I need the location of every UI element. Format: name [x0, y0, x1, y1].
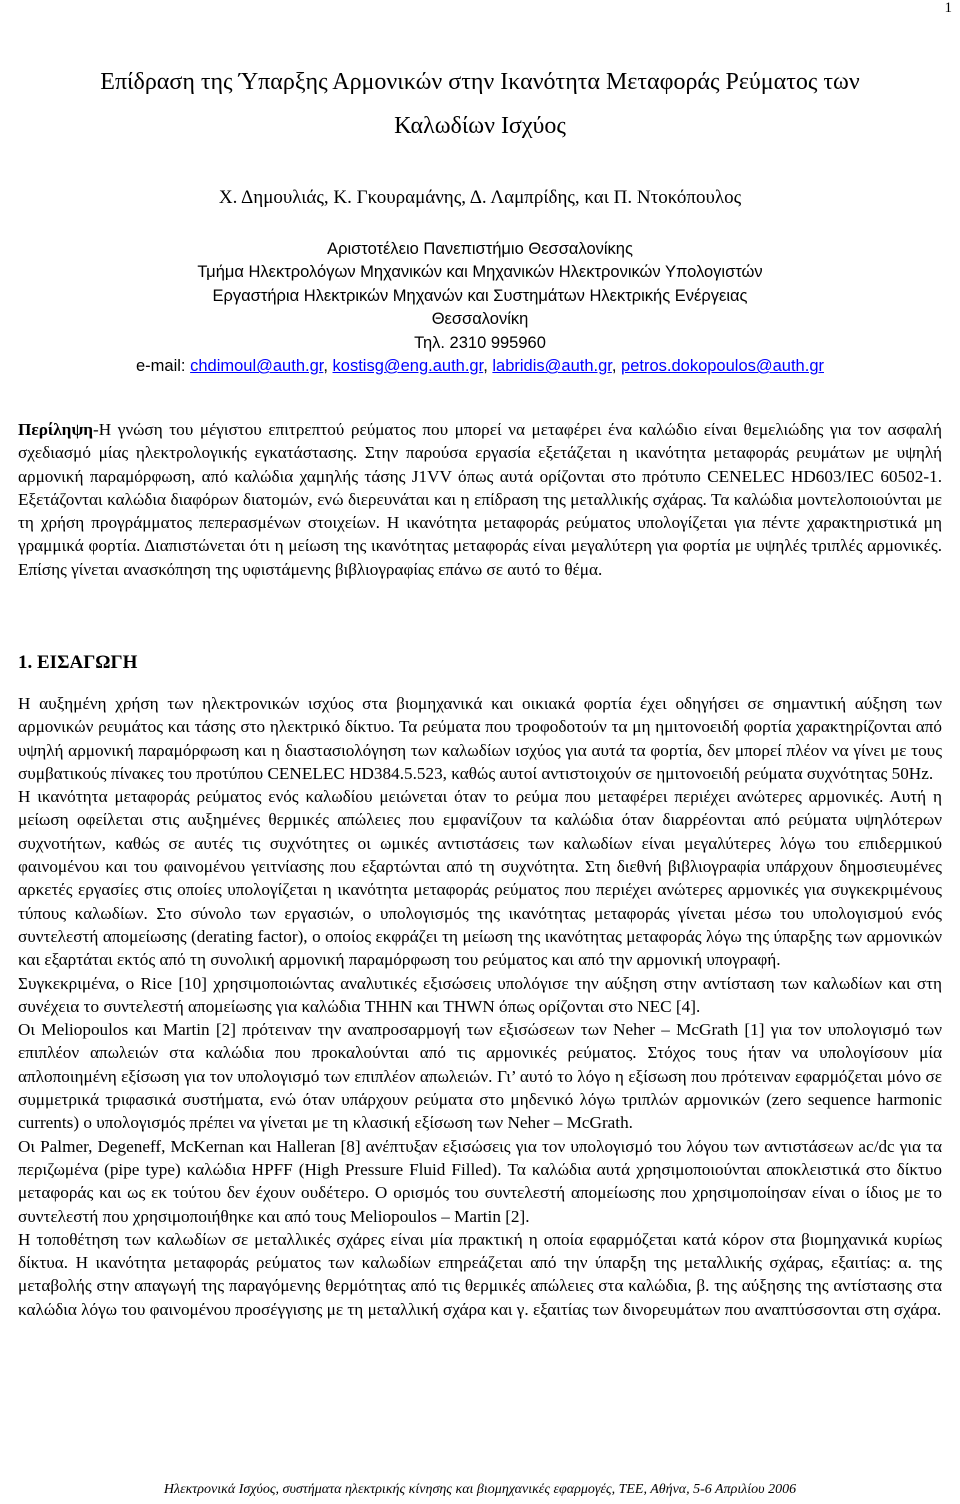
abstract — [18, 418, 942, 581]
paragraph: Η ικανότητα μεταφοράς ρεύματος ενός καλωδίου μειώνεται όταν το ρεύμα που μεταφέρει περιέχει ανώτερες αρμονικές. Αυτή η μείωση οφείλεται στις αυξημένες θερμικές απώλειες που εμφανίζουν τα καλώδια όταν διαρρέονται από ρεύματα υψηλότερων συχνοτήτων, καθώς σε αυτές τις συχνότητες οι ωμικές αντιστάσεις των καλωδίων είναι μεγαλύτερες λόγω του επιδερμικού φαινομένου και του φαινομένου γειτνίασης που εξαρτώνται από τη συχνότητα. Στη διεθνή βιβλιογραφία υπάρχουν δημοσιευμένες αρκετές εργασίες στις οποίες υπολογίζεται η ικανότητα μεταφοράς ρεύματος που περιέχει ανώτερες αρμονικές για συγκεκριμένους τύπους καλωδίων. Στο σύνολο των εργασιών, ο υπολογισμός της ικανότητας μεταφοράς γίνεται μέσω του υπολογισμού ενός συντελεστή απομείωσης (derating factor), ο οποίος εκφράζει τη μείωση της ικανότητας μεταφοράς λόγω της ύπαρξης των αρμονικών και εξαρτάται εκτός από τη συνολική αρμονική παραμόρφωση του ρεύματος και από την αρμονική υπογραφή. — [18, 787, 942, 970]
introduction-body — [18, 692, 942, 1321]
paragraph: Συγκεκριμένα, ο Rice [10] χρησιμοποιώντας αναλυτικές εξισώσεις υπολόγισε την αύξηση στην αντίσταση των καλωδίων και στη συνέχεια το συντελεστή απομείωσης για καλώδια THHN και THWN όπως ορίζονται στο NEC [4]. — [18, 973, 942, 1016]
paragraph: Η τοποθέτηση των καλωδίων σε μεταλλικές σχάρες είναι μία πρακτική η οποία εφαρμόζεται κατά κόρον στα βιομηχανικά κυρίως δίκτυα. Η ικανότητα μεταφοράς ρεύματος των καλωδίων επηρεάζεται από την ύπαρξη της μεταλλικής σχάρας, εξαιτίας: α. της μεταβολής στην απαγωγή της παραγόμενης θερμότητας από τις θερμικές απώλειες στα καλώδια, β. της αύξησης της αντίστασης στα καλώδια λόγω του φαινομένου προσέγγισης με τη μεταλλική σχάρα και γ. εξαιτίας των δινορευμάτων που αναπτύσσονται στη σχάρα. — [18, 1229, 942, 1319]
email-link-dokopoulos[interactable]: petros.dokopoulos@auth.gr — [621, 357, 824, 376]
paragraph: Οι Meliopoulos και Martin [2] πρότειναν την αναπροσαρμογή των εξισώσεων των Neher – McGrath [1] για τον υπολογισμό των επιπλέον απωλειών στα καλώδια που προκαλούνται από τις αρμονικές ρεύματος. Στόχος τους ήταν να υπολογίσουν μία απλοποιημένη εξίσωση για τον υπολογισμό των επιπλέον απωλειών. Γι’ αυτό το λόγο η εξίσωση που πρότειναν εφαρμόζεται μόνο σε συμμετρικά τριφασικά συστήματα, ενώ όταν υπάρχουν ρεύματα στο μηδενικό λόγω τριπλών αρμονικών (zero sequence harmonic currents) ο υπολογισμός πρέπει να γίνεται με τη κλασική εξίσωση των Neher – McGrath. — [18, 1020, 942, 1133]
title-line-1: Επίδραση της Ύπαρξης Αρμονικών στην Ικανότητα Μεταφοράς Ρεύματος των — [100, 69, 860, 95]
section-heading-introduction: 1. ΕΙΣΑΓΩΓΗ — [18, 652, 138, 673]
department-name: Τμήμα Ηλεκτρολόγων Μηχανικών και Μηχανικών Ηλεκτρονικών Υπολογιστών — [197, 263, 763, 282]
abstract-text: -Η γνώση του μέγιστου επιτρεπτού ρεύματος που μπορεί να μεταφέρει ένα καλώδιο είναι θεμελιώδης για τον ασφαλή σχεδιασμό μίας ηλεκτρολογικής εγκατάστασης. Στην παρούσα εργασία εξετάζεται η ικανότητα μεταφοράς ρευμάτων με υψηλή αρμονική παραμόρφωση, από καλώδια χαμηλής τάσης J1VV όπως αυτά ορίζονται στο πρότυπο CENELEC HD603/IEC 60502-1. Εξετάζονται καλώδια διαφόρων διατομών, ενώ διερευνάται και η επίδραση της μεταλλικής σχάρας. Τα καλώδια μοντελοποιούνται με τη χρήση προγράμματος πεπερασμένων στοιχείων. Η ικανότητα μεταφοράς ρεύματος υπολογίζεται για πέντε χαρακτηριστικά μη γραμμικά φορτία. Διαπιστώνεται ότι η μείωση της ικανότητας μεταφοράς είναι μεγαλύτερη για φορτία με υψηλές τριπλές αρμονικές. Επίσης γίνεται ανασκόπηση της υφιστάμενης βιβλιογραφίας επάνω σε αυτό το θέμα. — [18, 420, 942, 579]
title-line-2: Καλωδίων Ισχύος — [394, 113, 566, 139]
author-list: Χ. Δημουλιάς, Κ. Γκουραμάνης, Δ. Λαμπρίδης, και Π. Ντοκόπουλος — [218, 187, 742, 208]
email-link-labridis[interactable]: labridis@auth.gr — [492, 357, 612, 376]
email-label: e-mail: — [136, 357, 191, 376]
email-link-gkouramanis[interactable]: kostisg@eng.auth.gr — [332, 357, 484, 376]
email-separator: , — [483, 357, 493, 376]
university-name: Αριστοτέλειο Πανεπιστήμιο Θεσσαλονίκης — [327, 240, 633, 258]
page-number: 1 — [944, 0, 952, 16]
phone-number: Τηλ. 2310 995960 — [414, 333, 546, 352]
abstract-label: Περίληψη — [18, 420, 94, 439]
paragraph: Η αυξημένη χρήση των ηλεκτρονικών ισχύος στα βιομηχανικά και οικιακά φορτία έχει οδηγήσει σε σημαντική αύξηση των αρμονικών ρευμάτος και τάσης στο ηλεκτρικό δίκτυο. Τα ρεύματα που τροφοδοτούν τα μη ημιτονοειδή φορτία χαρακτηρίζονται από υψηλή αρμονική παραμόρφωση και η διαστασιολόγηση των καλωδίων ισχύος για αυτά τα φορτία, δεν μπορεί πλέον να γίνει με τους συμβατικούς πίνακες του προτύπου CENELEC HD384.5.523, καθώς αυτοί αντιστοιχούν σε ημιτονοειδή ρεύματα συχνότητας 50Hz. — [18, 694, 942, 783]
email-separator: , — [323, 357, 333, 376]
page-footer: Ηλεκτρονικά Ισχύος, συστήματα ηλεκτρικής κίνησης και βιομηχανικές εφαρμογές, ΤΕΕ, Αθήνα, 5-6 Απριλίου 2006 — [163, 1482, 797, 1497]
affiliation-block — [0, 238, 960, 378]
email-separator: , — [611, 357, 622, 376]
email-line — [0, 355, 960, 378]
city-name: Θεσσαλονίκη — [431, 310, 529, 329]
lab-name: Εργαστήρια Ηλεκτρικών Μηχανών και Συστημάτων Ηλεκτρικής Ενέργειας — [212, 286, 748, 305]
paragraph: Οι Palmer, Degeneff, McKernan και Halleran [8] ανέπτυξαν εξισώσεις για τον υπολογισμό του λόγου των αντιστάσεων ac/dc για τα περιζωμένα (pipe type) καλώδια HPFF (High Pressure Fluid Filled). Τα καλώδια αυτά χρησιμοποιούνται αποκλειστικά στο δίκτυο μεταφοράς και ως εκ τούτου δεν έχουν ουδέτερο. Ο ορισμός του συντελεστή απομείωσης που χρησιμοποίησαν είναι ο ίδιος με το συντελεστή που χρησιμοποιήθηκε και από τους Meliopoulos – Martin [2]. — [18, 1136, 942, 1226]
paper-title — [0, 60, 960, 148]
email-link-dimoulias[interactable]: chdimoul@auth.gr — [190, 357, 324, 376]
